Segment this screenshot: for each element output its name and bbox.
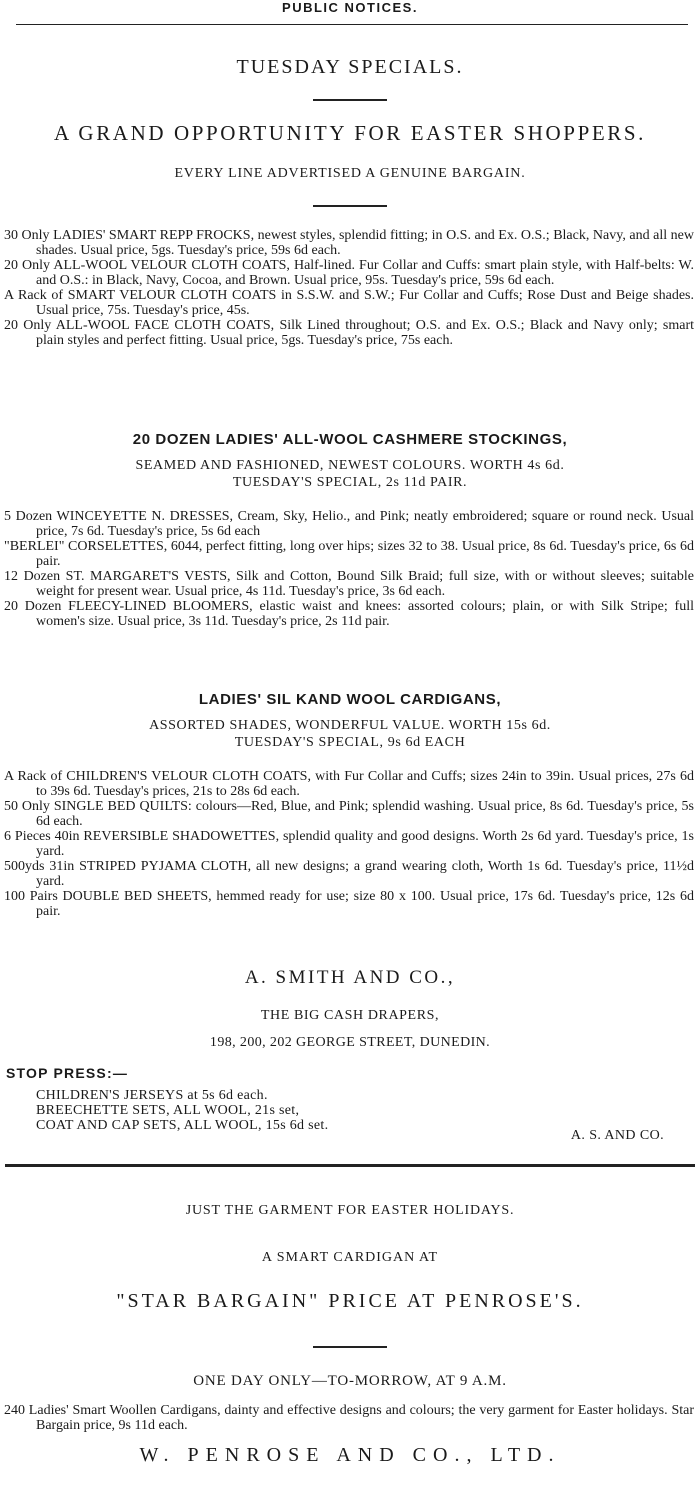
stockings-line2: TUESDAY'S SPECIAL, 2s 11d PAIR. xyxy=(232,475,468,490)
list-item: CHILDREN'S JERSEYS at 5s 6d each. xyxy=(36,1088,268,1103)
list-item: BREECHETTE SETS, ALL WOOL, 21s set, xyxy=(36,1103,300,1118)
list-item: 20 Dozen FLEECY-LINED BLOOMERS, elastic waist and knees: assorted colours; plain, or with Silk Stripe; full women's size. Usual price, 3s 11d. Tuesday's price, 2s 11d pair. xyxy=(4,599,694,629)
list-item: 20 Only ALL-WOOL VELOUR CLOTH COATS, Half-lined. Fur Collar and Cuffs: smart plain style, with Half-belts: W. and O.S.: in Black, Navy, Cocoa, and Brown. Usual price, 95s. Tuesday's price, 59s 6d each. xyxy=(4,258,694,288)
ad2-line3: "STAR BARGAIN" PRICE AT PENROSE'S. xyxy=(116,1290,584,1312)
list-item: 30 Only LADIES' SMART REPP FROCKS, newest styles, splendid fitting; in O.S. and Ex. O.S.; Black, Navy, and all new shades. Usual price, 5gs. Tuesday's price, 59s 6d each. xyxy=(4,228,694,258)
section-title: PUBLIC NOTICES. xyxy=(282,0,418,15)
items-group-b xyxy=(4,509,694,629)
tagline-rule xyxy=(313,205,387,207)
items-group-a xyxy=(4,228,694,348)
list-item: 20 Only ALL-WOOL FACE CLOTH COATS, Silk Lined throughout; O.S. and Ex. O.S.; Black and Navy only; smart plain styles and perfect fitting. Usual price, 5gs. Tuesday's price, 75s each. xyxy=(4,318,694,348)
ad2-line4: ONE DAY ONLY—TO-MORROW, AT 9 A.M. xyxy=(193,1373,507,1389)
ad1-title: TUESDAY SPECIALS. xyxy=(236,56,464,78)
cardigans-line1: ASSORTED SHADES, WONDERFUL VALUE. WORTH 15s 6d. xyxy=(149,718,551,733)
stop-press-label: STOP PRESS:— xyxy=(6,1065,129,1081)
stockings-line1: SEAMED AND FASHIONED, NEWEST COLOURS. WORTH 4s 6d. xyxy=(135,458,565,473)
cardigans-title: LADIES' SIL KAND WOOL CARDIGANS, xyxy=(198,691,502,708)
stop-press-list xyxy=(36,1088,328,1133)
title-rule xyxy=(313,99,387,101)
list-item: 6 Pieces 40in REVERSIBLE SHADOWETTES, splendid quality and good designs. Worth 2s 6d yard. Tuesday's price, 1s yard. xyxy=(4,829,694,859)
firm-name: A. SMITH AND CO., xyxy=(244,967,456,988)
ad2-firm: W. PENROSE AND CO., LTD. xyxy=(139,1444,561,1466)
header-rule xyxy=(16,24,688,25)
ad2-rule xyxy=(313,1346,387,1348)
ad-separator-rule xyxy=(5,1164,695,1167)
list-item: COAT AND CAP SETS, ALL WOOL, 15s 6d set. xyxy=(36,1118,329,1133)
list-item: 50 Only SINGLE BED QUILTS: colours—Red, Blue, and Pink; splendid washing. Usual price, 8s 6d. Tuesday's price, 5s 6d each. xyxy=(4,799,694,829)
firm-desc: THE BIG CASH DRAPERS, xyxy=(260,1008,440,1023)
items-group-c xyxy=(4,769,694,919)
ad2-body xyxy=(4,1403,694,1433)
stop-press-sign: A. S. AND CO. xyxy=(570,1128,664,1143)
ad2-line1: JUST THE GARMENT FOR EASTER HOLIDAYS. xyxy=(185,1203,515,1218)
list-item: 500yds 31in STRIPED PYJAMA CLOTH, all new designs; a grand wearing cloth, Worth 1s 6d. Tuesday's price, 11½d yard. xyxy=(4,859,694,889)
list-item: 12 Dozen ST. MARGARET'S VESTS, Silk and Cotton, Bound Silk Braid; full size, with or without sleeves; suitable weight for present wear. Usual price, 4s 11d. Tuesday's price, 3s 6d each. xyxy=(4,569,694,599)
ad1-headline: A GRAND OPPORTUNITY FOR EASTER SHOPPERS. xyxy=(53,121,647,145)
firm-address: 198, 200, 202 GEORGE STREET, DUNEDIN. xyxy=(209,1035,491,1050)
stockings-title: 20 DOZEN LADIES' ALL-WOOL CASHMERE STOCKINGS, xyxy=(132,431,568,448)
list-item: "BERLEI" CORSELETTES, 6044, perfect fitting, long over hips; sizes 32 to 38. Usual price, 8s 6d. Tuesday's price, 6s 6d pair. xyxy=(4,539,694,569)
list-item: 5 Dozen WINCEYETTE N. DRESSES, Cream, Sky, Helio., and Pink; neatly embroidered; square or round neck. Usual price, 7s 6d. Tuesday's price, 5s 6d each xyxy=(4,509,694,539)
list-item: 100 Pairs DOUBLE BED SHEETS, hemmed ready for use; size 80 x 100. Usual price, 17s 6d. Tuesday's price, 12s 6d pair. xyxy=(4,889,694,919)
list-item: A Rack of CHILDREN'S VELOUR CLOTH COATS, with Fur Collar and Cuffs; sizes 24in to 39in. Usual prices, 27s 6d to 39s 6d. Tuesday's prices, 21s to 28s 6d each. xyxy=(4,769,694,799)
list-item: 240 Ladies' Smart Woollen Cardigans, dainty and effective designs and colours; the very garment for Easter holidays. Star Bargain price, 9s 11d each. xyxy=(4,1403,694,1433)
list-item: A Rack of SMART VELOUR CLOTH COATS in S.S.W. and S.W.; Fur Collar and Cuffs; Rose Dust and Beige shades. Usual price, 75s. Tuesday's price, 45s. xyxy=(4,288,694,318)
ad1-tagline: EVERY LINE ADVERTISED A GENUINE BARGAIN. xyxy=(174,166,526,181)
ad2-line2: A SMART CARDIGAN AT xyxy=(261,1250,439,1265)
cardigans-line2: TUESDAY'S SPECIAL, 9s 6d EACH xyxy=(234,735,466,750)
